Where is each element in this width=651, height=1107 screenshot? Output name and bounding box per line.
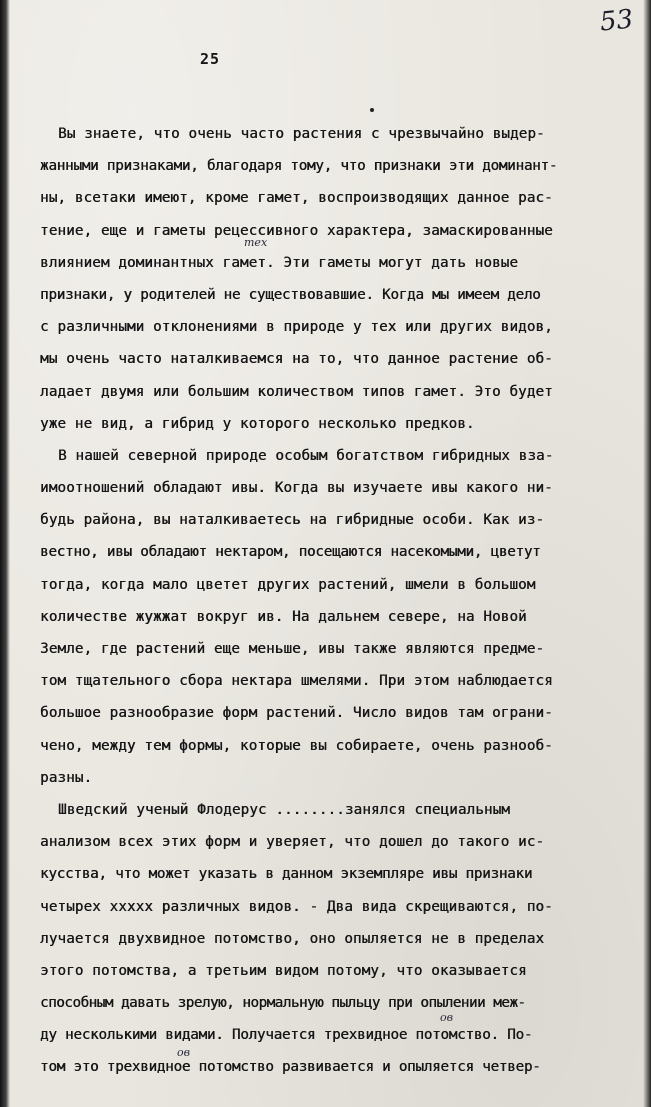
text-line: вестно, ивы обладают нектаром, посещаются насекомыми, цветут [40, 544, 541, 561]
text-line: влиянием доминантных гамет. Эти гаметы могут дать новые [40, 254, 519, 271]
text-line: этого потомства, а третьим видом потому, что оказывается [40, 962, 527, 979]
handwritten-correction: тех [244, 236, 268, 249]
text-line: ду несколькими видами. Получается трехвидное потомство. По- [40, 1027, 533, 1044]
ink-dot [370, 108, 374, 112]
text-line: мы очень часто наталкиваемся на то, что данное растение об- [40, 351, 553, 368]
page-number: 25 [200, 50, 221, 68]
text-line: будь района, вы наталкиваетесь на гибридные особи. Как из- [40, 512, 545, 529]
folio-number: 53 [598, 4, 635, 38]
text-line: ладает двумя или большим количеством типов гамет. Это будет [40, 383, 553, 400]
text-line: имоотношений обладают ивы. Когда вы изучаете ивы какого ни- [40, 480, 553, 497]
text-line: четырех xxxxx различных видов. - Два вида скрещиваются, по- [40, 898, 553, 915]
text-line: тение, еще и гаметы рецессивного характера, замаскированные [40, 222, 553, 239]
text-line: разны. [40, 769, 93, 786]
text-line: жанными признаками, благодаря тому, что признаки эти доминант- [40, 158, 558, 175]
text-line: В нашей северной природе особым богатством гибридных вза- [58, 447, 554, 464]
text-line: признаки, у родителей не существовавшие. Когда мы имеем дело [40, 286, 541, 303]
text-line: Вы знаете, что очень часто растения с чрезвычайно выдер- [58, 126, 545, 142]
text-line: том тщательного сбора нектара шмелями. При этом наблюдается [40, 673, 553, 690]
handwritten-correction: ов [440, 1011, 454, 1024]
text-line: кусства, что может указать в данном экземпляре ивы признаки [40, 866, 533, 883]
text-line: лучается двухвидное потомство, оно опыляется не в пределах [40, 930, 545, 947]
handwritten-correction: ов [177, 1046, 191, 1059]
text-line: Шведский ученый Флодерус ........занялся специальным [58, 801, 510, 818]
text-line: с различными отклонениями в природе у тех или других видов, [40, 319, 553, 336]
text-line: чено, между тем формы, которые вы собираете, очень разнооб- [40, 737, 553, 754]
text-line: большое разнообразие форм растений. Число видов там ограни- [40, 705, 553, 722]
text-line: Земле, где растений еще меньше, ивы также являются предме- [40, 641, 545, 657]
text-line: способным давать зрелую, нормальную пыльцу при опылении меж- [40, 995, 526, 1012]
text-line: уже не вид, а гибрид у которого несколько предков. [40, 415, 475, 432]
text-line: количестве жужжат вокруг ив. На дальнем севере, на Новой [40, 608, 527, 625]
text-line: ны, всетаки имеют, кроме гамет, воспроизводящих данное рас- [40, 190, 553, 207]
text-line: анализом всех этих форм и уверяет, что дошел до такого ис- [40, 834, 545, 851]
text-line: том это трехвидное потомство развивается и опыляется четвер- [40, 1059, 541, 1076]
text-line: тогда, когда мало цветет других растений, шмели в большом [40, 576, 536, 593]
body-text [40, 118, 640, 1084]
